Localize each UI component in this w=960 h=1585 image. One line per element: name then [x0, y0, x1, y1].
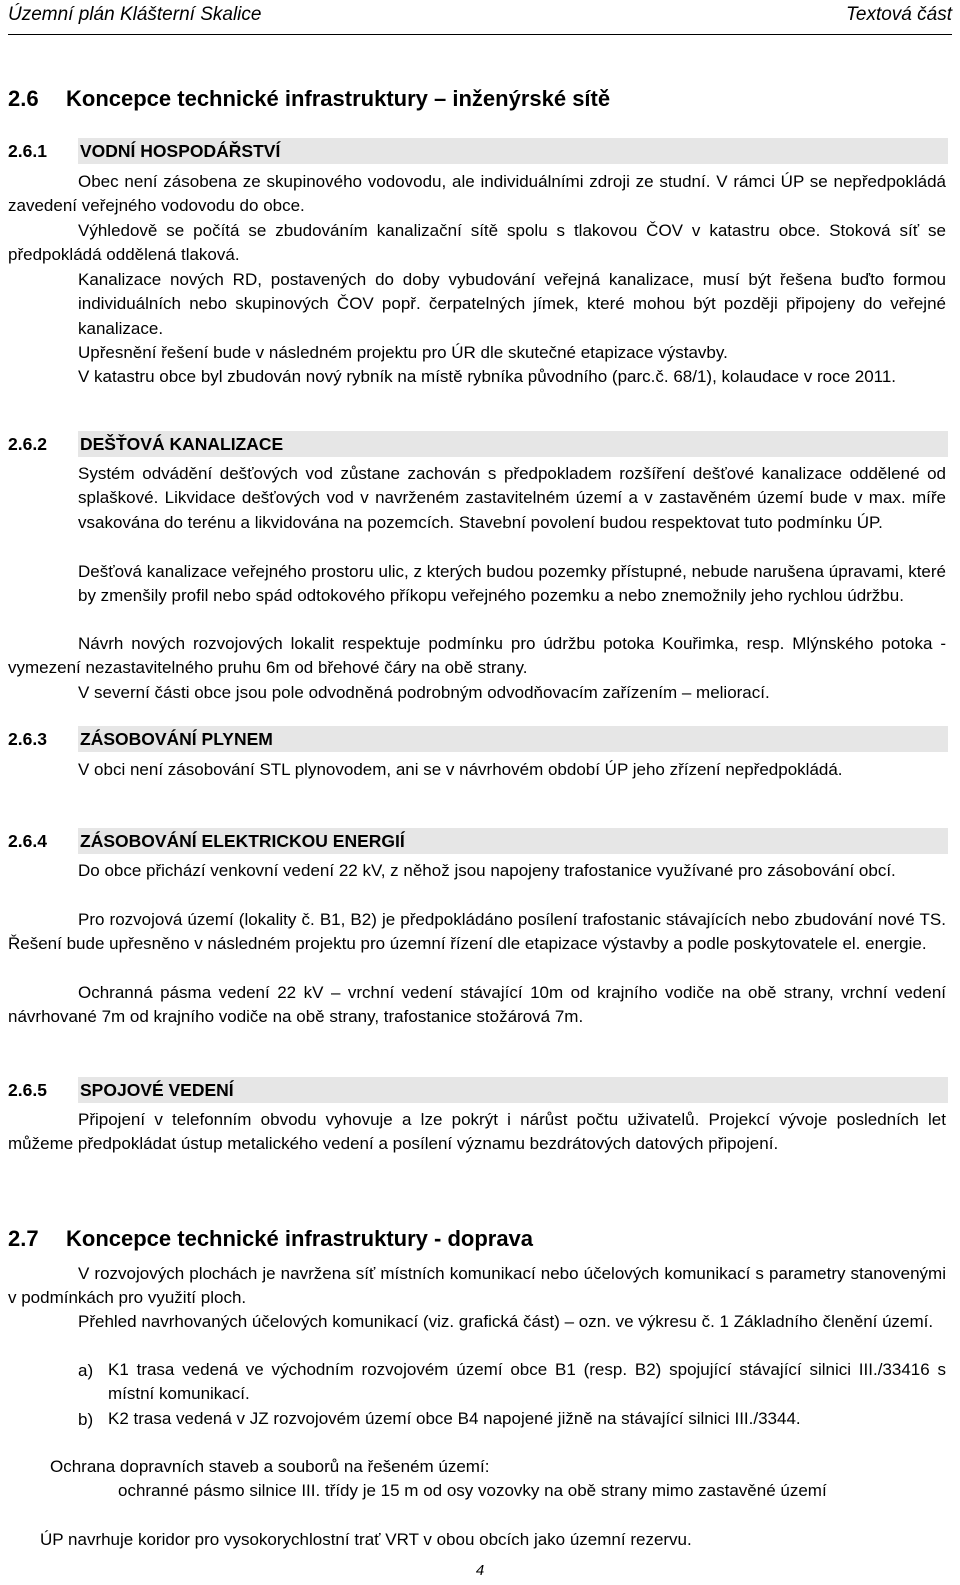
paragraph: Pro rozvojová území (lokality č. B1, B2) je předpokládáno posílení trafostanic stávajících nebo zbudování nové TS. Řešení bude upřesněno v následném projektu pro územní řízení dle etapizace výstavby a podle poskytovatele el. energie. — [8, 910, 946, 954]
heading-2-6-1 — [8, 138, 948, 164]
paragraph: Kanalizace nových RD, postavených do doby vybudování veřejná kanalizace, musí být řešena buďto formou individuálních nebo skupinových ČOV popř. čerpatelných jímek, které mohou být později připojeny do veřejné kanalizace. — [78, 270, 946, 338]
heading-title: Koncepce technické infrastruktury - doprava — [66, 1226, 534, 1251]
heading-2-6-2 — [8, 431, 948, 457]
heading-title: ZÁSOBOVÁNÍ PLYNEM — [80, 729, 273, 749]
heading-2-6 — [8, 86, 610, 112]
list-marker-b: b) — [78, 1410, 94, 1429]
heading-number: 2.6.5 — [8, 1080, 47, 1100]
heading-title: ZÁSOBOVÁNÍ ELEKTRICKOU ENERGIÍ — [80, 831, 405, 851]
paragraph: V obci není zásobování STL plynovodem, ani se v návrhovém období ÚP jeho zřízení nepředpokládá. — [78, 760, 843, 779]
list-marker-a: a) — [78, 1361, 94, 1380]
paragraph: Připojení v telefonním obvodu vyhovuje a lze pokrýt i nárůst počtu uživatelů. Projekcí vývoje posledních let můžeme předpokládat ústup metalického vedení a posílení významu bezdrátových datových připojení. — [8, 1110, 946, 1154]
paragraph: Návrh nových rozvojových lokalit respektuje podmínku pro údržbu potoka Kouřimka, resp. Mlýnského potoka - vymezení nezastavitelného pruhu 6m od břehové čáry na obě strany. — [8, 634, 946, 678]
heading-number: 2.6.4 — [8, 831, 47, 851]
heading-title: Koncepce technické infrastruktury – inženýrské sítě — [66, 86, 611, 111]
heading-2-6-5 — [8, 1077, 948, 1103]
heading-2-6-4 — [8, 828, 948, 854]
list-item-a: K1 trasa vedená ve východním rozvojovém území obce B1 (resp. B2) spojující stávající silnici III./33416 s místní komunikací. — [108, 1360, 946, 1404]
paragraph: ÚP navrhuje koridor pro vysokorychlostní trať VRT v obou obcích jako územní rezervu. — [40, 1530, 692, 1549]
paragraph: Systém odvádění dešťových vod zůstane zachován s předpokladem rozšíření dešťové kanalizace oddělené od splaškové. Likvidace dešťových vod v navrženém zastavitelném území a v zastavěném území bude v max. míře vsakována do terénu a likvidována na pozemcích. Stavební povolení budou respektovat tuto podmínku ÚP. — [78, 464, 946, 532]
paragraph: V katastru obce byl zbudován nový rybník na místě rybníka původního (parc.č. 68/1), kolaudace v roce 2011. — [78, 367, 897, 386]
paragraph: V rozvojových plochách je navržena síť místních komunikací nebo účelových komunikací s parametry stanovenými v podmínkách pro využití ploch. — [8, 1264, 946, 1308]
paragraph-indented: ochranné pásmo silnice III. třídy je 15 m od osy vozovky na obě strany mimo zastavěné území — [118, 1481, 827, 1500]
heading-number: 2.7 — [8, 1226, 39, 1251]
paragraph: Ochranná pásma vedení 22 kV – vrchní vedení stávající 10m od krajního vodiče na obě strany, vrchní vedení návrhované 7m od krajního vodiče na obě strany, trafostanice stožárová 7m. — [8, 983, 946, 1027]
heading-number: 2.6.1 — [8, 141, 47, 161]
header-document-title: Územní plán Klášterní Skalice — [8, 4, 262, 25]
heading-number: 2.6.2 — [8, 434, 47, 454]
heading-2-6-3 — [8, 726, 948, 752]
header-section-label: Textová část — [846, 4, 952, 25]
paragraph: V severní části obce jsou pole odvodněná podrobným odvodňovacím zařízením – meliorací. — [78, 683, 770, 702]
heading-number: 2.6 — [8, 86, 39, 111]
heading-title: VODNÍ HOSPODÁŘSTVÍ — [80, 141, 281, 161]
paragraph: Přehled navrhovaných účelových komunikací (viz. grafická část) – ozn. ve výkresu č. 1 Základního členění území. — [78, 1312, 934, 1331]
paragraph: Ochrana dopravních staveb a souborů na řešeném území: — [50, 1457, 490, 1476]
heading-2-7 — [8, 1226, 533, 1252]
heading-title: SPOJOVÉ VEDENÍ — [80, 1080, 234, 1100]
paragraph: Do obce přichází venkovní vedení 22 kV, z něhož jsou napojeny trafostanice využívané pro zásobování obcí. — [78, 861, 896, 880]
header-rule — [8, 34, 952, 35]
heading-number: 2.6.3 — [8, 729, 47, 749]
heading-title: DEŠŤOVÁ KANALIZACE — [80, 434, 284, 454]
paragraph: Upřesnění řešení bude v následném projektu pro ÚR dle skutečné etapizace výstavby. — [78, 343, 728, 362]
list-item-b: K2 trasa vedená v JZ rozvojovém území obce B4 napojené jižně na stávající silnici III./3344. — [108, 1409, 801, 1428]
page-number: 4 — [475, 1562, 485, 1579]
paragraph: Dešťová kanalizace veřejného prostoru ulic, z kterých budou pozemky přístupné, nebude narušena úpravami, které by zmenšily profil nebo spád odtokového příkopu veřejného pozemku a nebo znemožnily jeho rychlou údržbu. — [78, 562, 946, 606]
paragraph: Obec není zásobena ze skupinového vodovodu, ale individuálními zdroji ze studní. V rámci ÚP se nepředpokládá zavedení veřejného vodovodu do obce. — [8, 172, 946, 216]
paragraph: Výhledově se počítá se zbudováním kanalizační sítě spolu s tlakovou ČOV v katastru obce. Stoková síť se předpokládá oddělená tlaková. — [8, 221, 946, 265]
